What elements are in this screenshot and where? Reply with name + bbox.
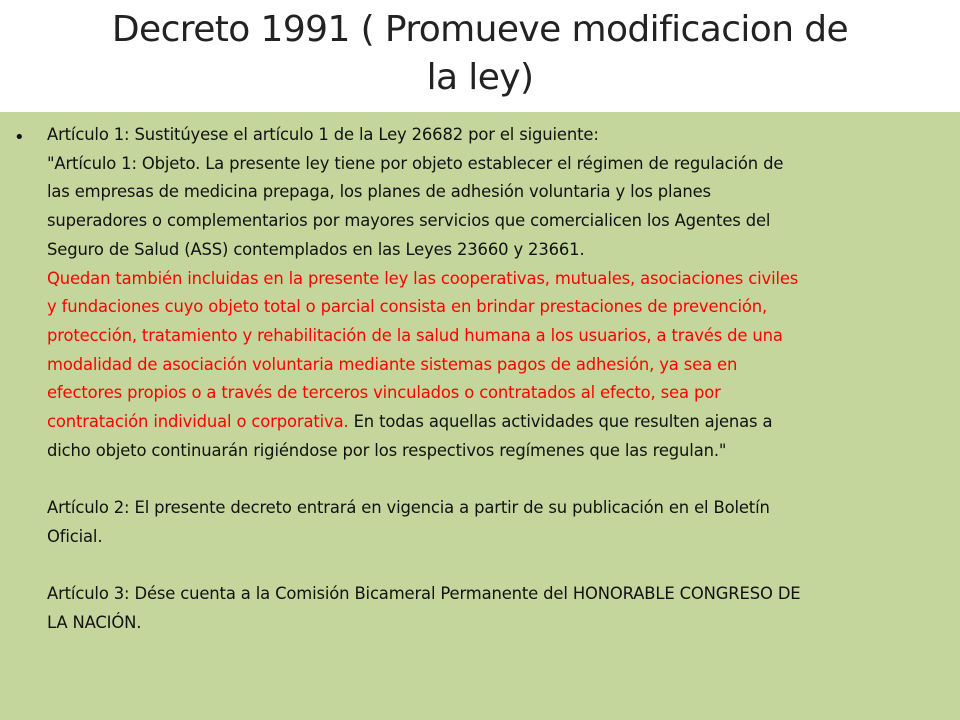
mixed-text-line (47, 408, 953, 437)
article-1-text-line: superadores o complementarios por mayores servicios que comercialicen los Agentes del (47, 211, 771, 231)
highlighted-text-line: efectores propios o a través de terceros vinculados o contratados al efecto, sea por (47, 383, 721, 403)
highlighted-text-line: Quedan también incluidas en la presente ley las cooperativas, mutuales, asociaciones civiles (47, 268, 799, 288)
highlighted-text-end: contratación individual o corporativa. (47, 412, 349, 432)
article-2-line: Artículo 2: El presente decreto entrará en vigencia a partir de su publicación en el Boletín (47, 498, 770, 518)
bullet-icon: • (14, 127, 25, 148)
article-3-line: Artículo 3: Dése cuenta a la Comisión Bicameral Permanente del HONORABLE CONGRESO DE (47, 584, 801, 604)
highlighted-text-line: y fundaciones cuyo objeto total o parcial consista en brindar prestaciones de prevención, (47, 297, 768, 317)
article-1-closing: dicho objeto continuarán rigiéndose por los respectivos regímenes que las regulan." (47, 440, 727, 460)
title-line-2: la ley) (426, 57, 534, 98)
title-line-1: Decreto 1991 ( Promueve modificacion de (111, 9, 849, 50)
highlighted-text-line: protección, tratamiento y rehabilitación de la salud humana a los usuarios, a través de una (47, 325, 783, 345)
article-3-line: LA NACIÓN. (47, 612, 142, 632)
article-1-text-line: "Artículo 1: Objeto. La presente ley tiene por objeto establecer el régimen de regulación de (47, 153, 784, 173)
article-1-text-line: Seguro de Salud (ASS) contemplados en las Leyes 23660 y 23661. (47, 239, 585, 259)
article-2-line: Oficial. (47, 526, 103, 546)
article-1-intro: Artículo 1: Sustitúyese el artículo 1 de la Ley 26682 por el siguiente: (47, 125, 599, 144)
decree-body-text (47, 121, 953, 638)
article-1-continuation: En todas aquellas actividades que resulten ajenas a (348, 412, 773, 432)
highlighted-text-line: modalidad de asociación voluntaria mediante sistemas pagos de adhesión, ya sea en (47, 354, 738, 374)
blank-line (47, 552, 953, 581)
content-panel (0, 112, 960, 720)
article-1-text-line: las empresas de medicina prepaga, los planes de adhesión voluntaria y los planes (47, 182, 711, 202)
slide-title (40, 6, 920, 102)
title-area (0, 0, 960, 112)
blank-line (47, 465, 953, 494)
